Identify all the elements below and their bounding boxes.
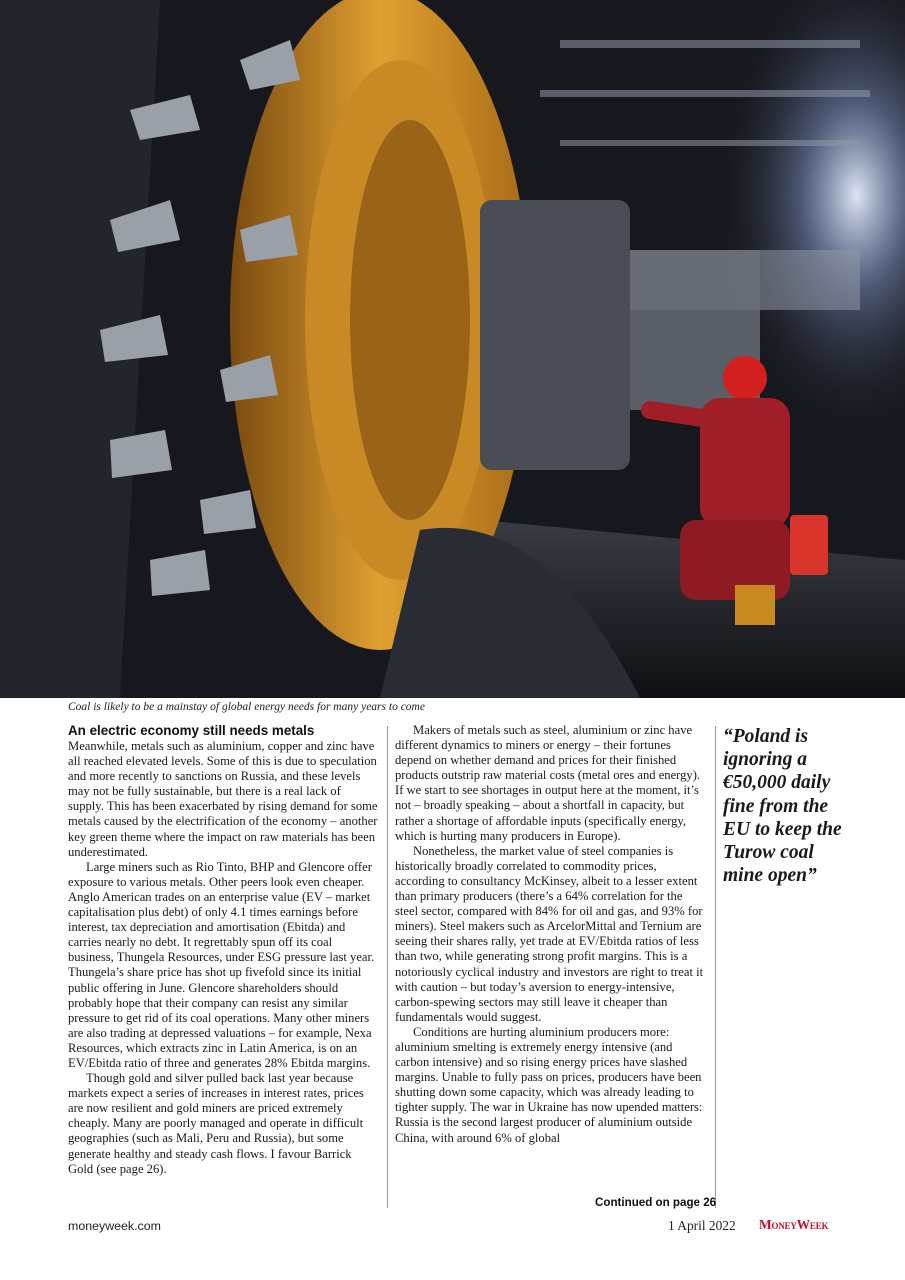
pull-quote: “Poland is ignoring a €50,000 daily fine from the EU to keep the Turow coal mine open” (723, 726, 842, 887)
continued-link[interactable]: Continued on page 26 (595, 1196, 717, 1209)
article-column-1 (68, 723, 379, 1177)
paragraph: Nonetheless, the market value of steel companies is historically broadly correlated to commodity prices, according to consultancy McKinsey, albeit to a lesser extent than primary producers (there’s a 64% correlation for the steel sector, compared with 84% for oil and gas, and 93% for miners). Steel makers such as ArcelorMittal and Ternium are seeing their shares rally, yet trade at EV/Ebitda ratios of less than two, while generating strong profit margins. This is a notoriously cyclical industry and investors are right to treat it with caution – but today’s aversion to energy-intensive, carbon-spewing sectors may still leave it cheaper than fundamentals would suggest. (395, 843, 704, 1024)
brand-logo: MoneyWeek (759, 1217, 829, 1232)
section-heading: An electric economy still needs metals (68, 723, 315, 738)
footer-site-url[interactable]: moneyweek.com (68, 1219, 161, 1233)
paragraph: Makers of metals such as steel, aluminium or zinc have different dynamics to miners or energy – their fortunes depend on whether demand and prices for their finished products outstrip raw material costs (metal ores and energy). If we start to see shortages in output here at the moment, it’s not – broadly speaking – about a shortfall in capacity, but rather a shortage of affordable inputs (specifically energy, which is hurting many producers in Europe). (395, 723, 701, 843)
paragraph: Large miners such as Rio Tinto, BHP and Glencore offer exposure to various metals. Other peers look even cheaper. Anglo American trades on an enterprise value (EV – market capitalisation plus debt) of only 4.1 times earnings before interest, tax depreciation and amortisation (Ebitda) and carries nearly no debt. It regrettably spun off its coal business, Thungela Resources, under ESG pressure last year. Thungela’s share price has shot up fivefold since its initial public offering in June. Glencore shareholders should probably hope that their company can resist any similar pressure to get rid of its coal operations. Many other miners are also trading at depressed valuations – for example, Nexa Resources, which extracts zinc in Latin America, is on an EV/Ebitda ratio of three and generates 28% Ebitda margins. (68, 859, 375, 1070)
photo-caption: Coal is likely to be a mainstay of global energy needs for many years to come (68, 701, 425, 713)
column-divider (387, 726, 388, 1208)
paragraph: Meanwhile, metals such as aluminium, copper and zinc have all reached elevated levels. Some of this is due to speculation and more recently to sanctions on Russia, and these levels may not be fully sustainable, but there is a real lack of supply. This has been exacerbated by rising demand for some metals caused by the electrification of the economy – another key green theme where the impact on raw materials has been underestimated. (68, 739, 378, 859)
footer-date: 1 April 2022 (668, 1218, 736, 1233)
column-divider (715, 726, 716, 1208)
paragraph: Conditions are hurting aluminium producers more: aluminium smelting is extremely energy intensive (and carbon intensive) and so rising energy prices have slashed margins. Unable to fully pass on prices, producers have been shutting down some capacity, which was already leading to tighter supply. The war in Ukraine has now upended matters: Russia is the second largest producer of aluminium outside China, with around 6% of global (395, 1024, 703, 1145)
article-column-2 (395, 723, 707, 1146)
paragraph: Though gold and silver pulled back last year because markets expect a series of increases in interest rates, prices are now resilient and gold miners are priced extremely cheaply. Many are poorly managed and operate in difficult geographies (such as Mali, Peru and Russia), but some generate healthy and steady cash flows. I favour Barrick Gold (see page 26). (68, 1071, 364, 1176)
